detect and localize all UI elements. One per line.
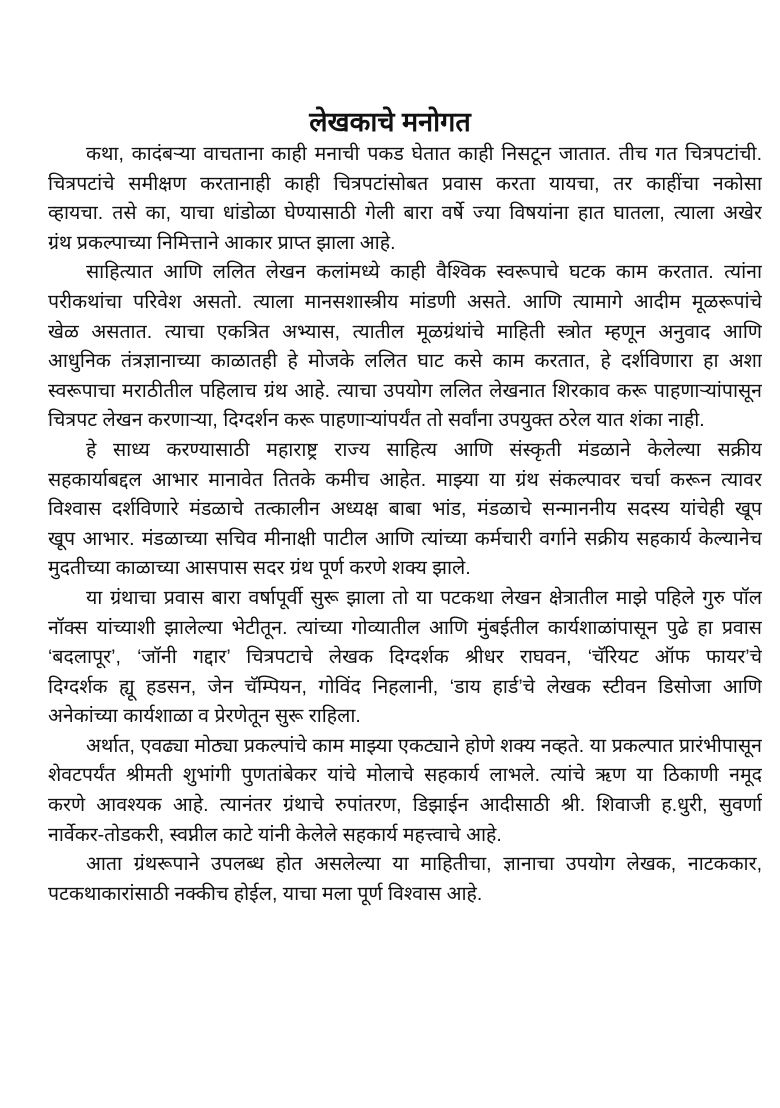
paragraph xyxy=(48,140,762,258)
text-line: अनेकांच्या कार्यशाळा व प्रेरणेतून सुरू राहिला. xyxy=(48,705,361,728)
text-line: चित्रपट लेखन करणाऱ्या, दिग्दर्शन करू पाहणाऱ्यांपर्यंत तो सर्वांना उपयुक्त ठरेल यात शंका नाही. xyxy=(48,409,705,432)
text-line: चित्रपटांचे समीक्षण करतानाही काही चित्रपटांसोबत प्रवास करता यायचा, तर काहींचा नकोसा xyxy=(48,172,762,195)
text-line: कथा, कादंबऱ्या वाचताना काही मनाची पकड घेतात काही निसटून जातात. तीच गत चित्रपटांची. xyxy=(86,143,762,165)
text-line: स्वरूपाचा मराठीतील पहिलाच ग्रंथ आहे. त्याचा उपयोग ललित लेखनात शिरकाव करू पाहणाऱ्यांपासून xyxy=(48,379,762,402)
paragraph xyxy=(48,732,762,850)
text-line: ग्रंथ प्रकल्पाच्या निमित्ताने आकार प्राप्त झाला आहे. xyxy=(48,231,396,254)
text-line: विश्वास दर्शविणारे मंडळाचे तत्कालीन अध्यक्ष बाबा भांड, मंडळाचे सन्माननीय सदस्य यांचेही खूप xyxy=(48,498,762,521)
text-line: परीकथांचा परिवेश असतो. त्याला मानसशास्त्रीय मांडणी असते. आणि त्यामागे आदीम मूळरूपांचे xyxy=(48,290,762,313)
document-body xyxy=(48,140,762,909)
text-line: नॉक्स यांच्याशी झालेल्या भेटीतून. त्यांच्या गोव्यातील आणि मुंबईतील कार्यशाळांपासून पुढे हा प्रवास xyxy=(48,616,762,639)
paragraph xyxy=(48,436,762,584)
text-line: खूप आभार. मंडळाच्या सचिव मीनाक्षी पाटील आणि त्यांच्या कर्मचारी वर्गाने सक्रीय सहकार्य केल्यानेच xyxy=(48,527,762,550)
text-line: दिग्दर्शक ह्यू हडसन, जेन चॅम्पियन, गोविंद निहलानी, ‘डाय हार्ड’चे लेखक स्टीवन डिसोजा आणि xyxy=(48,675,762,698)
text-line: करणे आवश्यक आहे. त्यानंतर ग्रंथाचे रुपांतरण, डिझाईन आदीसाठी श्री. शिवाजी ह.धुरी, सुवर्णा xyxy=(48,794,762,817)
text-line: सहकार्याबद्दल आभार मानावेत तितके कमीच आहेत. माझ्या या ग्रंथ संकल्पावर चर्चा करून त्यावर xyxy=(48,468,762,491)
text-line: खेळ असतात. त्याचा एकत्रित अभ्यास, त्यातील मूळग्रंथांचे माहिती स्त्रोत म्हणून अनुवाद आणि xyxy=(48,320,762,343)
text-line: व्हायचा. तसे का, याचा धांडोळा घेण्यासाठी गेली बारा वर्षे ज्या विषयांना हात घातला, त्याला अखेर xyxy=(48,202,762,225)
paragraph xyxy=(48,258,762,436)
text-line: आता ग्रंथरूपाने उपलब्ध होत असलेल्या या माहितीचा, ज्ञानाचा उपयोग लेखक, नाटककार, xyxy=(86,853,762,876)
paragraph xyxy=(48,584,762,732)
text-line: या ग्रंथाचा प्रवास बारा वर्षापूर्वी सुरू झाला तो या पटकथा लेखन क्षेत्रातील माझे पहिले गुरु पॉल xyxy=(86,586,762,609)
text-line: साहित्यात आणि ललित लेखन कलांमध्ये काही वैश्विक स्वरूपाचे घटक काम करतात. त्यांना xyxy=(86,261,762,284)
text-line: ‘बदलापूर’, ‘जॉनी गद्दार’ चित्रपटाचे लेखक दिग्दर्शक श्रीधर राघवन, ‘चॅरियट ऑफ फायर’चे xyxy=(48,646,762,669)
text-line: हे साध्य करण्यासाठी महाराष्ट्र राज्य साहित्य आणि संस्कृती मंडळाने केलेल्या सक्रीय xyxy=(86,438,762,461)
text-line: शेवटपर्यंत श्रीमती शुभांगी पुणतांबेकर यांचे मोलाचे सहकार्य लाभले. त्यांचे ऋण या ठिकाणी नमूद xyxy=(48,764,762,787)
paragraph xyxy=(48,850,762,909)
text-line: अर्थात, एवढ्या मोठ्या प्रकल्पांचे काम माझ्या एकट्याने होणे शक्य नव्हते. या प्रकल्पात प्रारंभीपासून xyxy=(86,734,762,757)
text-line: पटकथाकारांसाठी नक्कीच होईल, याचा मला पूर्ण विश्वास आहे. xyxy=(48,882,483,905)
text-line: आधुनिक तंत्रज्ञानाच्या काळातही हे मोजके ललित घाट कसे काम करतात, हे दर्शविणारा हा अशा xyxy=(48,350,762,373)
page-title: लेखकाचे मनोगत xyxy=(309,107,471,138)
text-line: नार्वेकर-तोडकरी, स्वप्नील काटे यांनी केलेले सहकार्य महत्त्वाचे आहे. xyxy=(48,823,502,846)
text-line: मुदतीच्या काळाच्या आसपास सदर ग्रंथ पूर्ण करणे शक्य झाले. xyxy=(48,557,471,580)
